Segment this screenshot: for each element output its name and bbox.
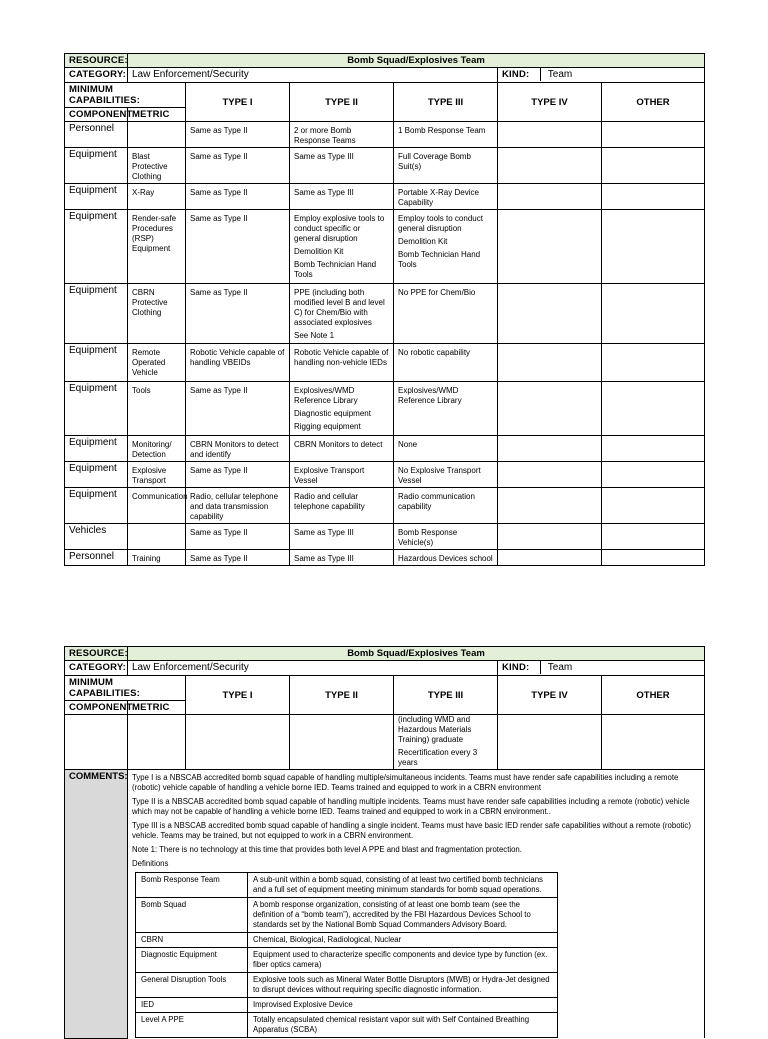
cell-other (602, 550, 705, 566)
resource-label: RESOURCE: (65, 54, 128, 68)
cell-type-1: Robotic Vehicle capable of handling VBEIDs (186, 344, 290, 382)
definition-row (136, 998, 558, 1013)
cell-type-3: Portable X-Ray Device Capability (394, 184, 498, 210)
col-other: OTHER (602, 83, 705, 122)
cell-type-1: Same as Type II (186, 122, 290, 148)
col-type-1: TYPE I (186, 676, 290, 715)
definition-row (136, 933, 558, 948)
kind-value: Team (547, 662, 573, 673)
col-type-2: TYPE II (290, 83, 394, 122)
cell-type-3: Explosives/WMD Reference Library (394, 382, 498, 436)
metric-cell: Render-safe Procedures (RSP) Equipment (128, 210, 186, 284)
definition-term: CBRN (136, 933, 248, 948)
col-other: OTHER (602, 676, 705, 715)
cell-type-2: PPE (including both modified level B and level C) for Chem/Bio with associated explosives See Note 1 (290, 284, 394, 344)
cell-type-4 (498, 210, 602, 284)
min-capabilities-label: MINIMUM CAPABILITIES: (65, 676, 186, 701)
component-cell: Equipment (65, 382, 128, 436)
definition-term: General Disruption Tools (136, 973, 248, 998)
component-cell: Equipment (65, 184, 128, 210)
category-label: CATEGORY: (65, 661, 128, 676)
comments-body (128, 770, 705, 1039)
cell-type-1: Same as Type II (186, 284, 290, 344)
metric-cell: Remote Operated Vehicle (128, 344, 186, 382)
definitions-table (135, 872, 558, 1038)
cell-type-2: Robotic Vehicle capable of handling non-vehicle IEDs (290, 344, 394, 382)
metric-cell (128, 524, 186, 550)
kind-cell (498, 661, 705, 676)
table-row (65, 284, 705, 344)
cell-other (602, 488, 705, 524)
cell-other (602, 184, 705, 210)
cell-type-4 (498, 344, 602, 382)
table-row (65, 148, 705, 184)
comment-type-3: Type III is a NBSCAB accredited bomb squad capable of handling a single incident. Teams must have basic IED render safe capabilities without a remote (robotic) vehicle. Teams may be trained, but not equipped to work in a CBRN environment. (132, 821, 691, 840)
table-row (65, 122, 705, 148)
category-value: Law Enforcement/Security (128, 68, 498, 83)
cell-other (602, 122, 705, 148)
cell-type-2: Explosive Transport Vessel (290, 462, 394, 488)
definition-text: Chemical, Biological, Radiological, Nuclear (248, 933, 558, 948)
cell-type-3: Radio communication capability (394, 488, 498, 524)
cell-type-3: Full Coverage Bomb Suit(s) (394, 148, 498, 184)
component-cell: Equipment (65, 284, 128, 344)
resource-label: RESOURCE: (65, 647, 128, 661)
cell-type-1: Same as Type II (186, 210, 290, 284)
definition-term: Diagnostic Equipment (136, 948, 248, 973)
comment-type-1: Type I is a NBSCAB accredited bomb squad capable of handling multiple/simultaneous incidents. Teams must have render safe capabilities including a remote (robotic) vehicle capable of handling a vehicle borne IED. Teams trained and equipped to work in a CBRN environment (132, 773, 679, 792)
cell-type-1: Same as Type II (186, 184, 290, 210)
cell-type-2: 2 or more Bomb Response Teams (290, 122, 394, 148)
cell-type-1: Same as Type II (186, 462, 290, 488)
cell-type-4 (498, 284, 602, 344)
cell-other (602, 524, 705, 550)
definition-term: Bomb Response Team (136, 873, 248, 898)
col-type-3: TYPE III (394, 676, 498, 715)
definition-text: Equipment used to characterize specific components and device type by function (ex. fiber optics camera) (248, 948, 558, 973)
kind-value: Team (547, 69, 573, 80)
min-capabilities-label: MINIMUM CAPABILITIES: (65, 83, 186, 108)
comments-row (65, 770, 705, 1039)
component-cell: Equipment (65, 488, 128, 524)
table-row (65, 462, 705, 488)
definition-term: IED (136, 998, 248, 1013)
kind-label: KIND: (498, 661, 541, 674)
col-type-4: TYPE IV (498, 676, 602, 715)
cell-type-3: No PPE for Chem/Bio (394, 284, 498, 344)
metric-cell (128, 122, 186, 148)
definition-text: Totally encapsulated chemical resistant vapor suit with Self Contained Breathing Apparatus (SCBA) (248, 1013, 558, 1038)
metric-cell: CBRN Protective Clothing (128, 284, 186, 344)
cell-type-2: CBRN Monitors to detect (290, 436, 394, 462)
definition-row (136, 948, 558, 973)
definition-text: Improvised Explosive Device (248, 998, 558, 1013)
table-row (65, 184, 705, 210)
table-row (65, 550, 705, 566)
resource-sheet-page-1 (64, 53, 704, 566)
cell-type-3: Employ tools to conduct general disruption Demolition Kit Bomb Technician Hand Tools (394, 210, 498, 284)
cell-other (602, 210, 705, 284)
table-row (65, 436, 705, 462)
table-row (65, 488, 705, 524)
cell-type-4 (498, 550, 602, 566)
component-cell: Vehicles (65, 524, 128, 550)
resource-sheet-page-2 (64, 646, 704, 1039)
cell-type-3: None (394, 436, 498, 462)
table-row (65, 524, 705, 550)
definition-row (136, 973, 558, 998)
category-value: Law Enforcement/Security (128, 661, 498, 676)
cell-type-2: Employ explosive tools to conduct specific or general disruption Demolition Kit Bomb Technician Hand Tools (290, 210, 394, 284)
cell-type-3: No robotic capability (394, 344, 498, 382)
definition-term: Bomb Squad (136, 898, 248, 933)
component-cell: Personnel (65, 122, 128, 148)
cell-type-2: Same as Type III (290, 524, 394, 550)
resource-title: Bomb Squad/Explosives Team (128, 54, 705, 68)
comment-type-2: Type II is a NBSCAB accredited bomb squad capable of handling multiple incidents. Teams must have render safe capabilities including a remote (robotic) vehicle which may not be capable of handling a vehicle borne IED. Teams trained and equipped to work in a CBRN environment.. (132, 797, 690, 816)
table-row (65, 382, 705, 436)
table-row (65, 210, 705, 284)
metric-cell: X-Ray (128, 184, 186, 210)
cell-other (602, 148, 705, 184)
cell-other (602, 284, 705, 344)
cell-type-4 (498, 122, 602, 148)
cell-type-4 (498, 184, 602, 210)
col-type-4: TYPE IV (498, 83, 602, 122)
cell-type-3: No Explosive Transport Vessel (394, 462, 498, 488)
cell-type-3: Hazardous Devices school (394, 550, 498, 566)
component-cell: Equipment (65, 148, 128, 184)
cell-type-4 (498, 382, 602, 436)
comment-note-1: Note 1: There is no technology at this time that provides both level A PPE and blast and fragmentation protection. (132, 845, 522, 854)
component-cell: Equipment (65, 462, 128, 488)
metric-cell: Explosive Transport (128, 462, 186, 488)
component-cell: Equipment (65, 436, 128, 462)
metric-header: METRIC (128, 701, 186, 715)
cell-type-1: CBRN Monitors to detect and identify (186, 436, 290, 462)
definition-row (136, 898, 558, 933)
component-cell: Personnel (65, 550, 128, 566)
cell-other (602, 436, 705, 462)
comments-label: COMMENTS: (65, 770, 128, 1039)
component-cell: Equipment (65, 210, 128, 284)
col-type-3: TYPE III (394, 83, 498, 122)
definition-text: Explosive tools such as Mineral Water Bottle Disruptors (MWB) or Hydra-Jet designed to disrupt devices without requiring specific diagnostic information. (248, 973, 558, 998)
cell-type-4 (498, 148, 602, 184)
cell-other (602, 462, 705, 488)
cell-type-2: Same as Type III (290, 184, 394, 210)
category-label: CATEGORY: (65, 68, 128, 83)
component-header: COMPONENT (65, 701, 128, 715)
col-type-2: TYPE II (290, 676, 394, 715)
capabilities-table-continued (64, 646, 705, 1039)
table-row (65, 344, 705, 382)
cell-type-1: Radio, cellular telephone and data transmission capability (186, 488, 290, 524)
cell-type-4 (498, 462, 602, 488)
cell-type-4 (498, 524, 602, 550)
metric-cell: Monitoring/ Detection (128, 436, 186, 462)
kind-label: KIND: (498, 68, 541, 81)
definition-row (136, 1013, 558, 1038)
cell-type-4 (498, 488, 602, 524)
cell-type-1: Same as Type II (186, 148, 290, 184)
metric-header: METRIC (128, 108, 186, 122)
component-cell: Equipment (65, 344, 128, 382)
capabilities-table (64, 53, 705, 566)
cell-type-3: 1 Bomb Response Team (394, 122, 498, 148)
definition-row (136, 873, 558, 898)
cell-type-2: Same as Type III (290, 148, 394, 184)
metric-cell: Communication (128, 488, 186, 524)
cell-type-3: Bomb Response Vehicle(s) (394, 524, 498, 550)
metric-cell: Blast Protective Clothing (128, 148, 186, 184)
cell-type-2: Same as Type III (290, 550, 394, 566)
resource-title: Bomb Squad/Explosives Team (128, 647, 705, 661)
col-type-1: TYPE I (186, 83, 290, 122)
cell-type-2: Explosives/WMD Reference Library Diagnostic equipment Rigging equipment (290, 382, 394, 436)
cell-type-2: Radio and cellular telephone capability (290, 488, 394, 524)
kind-cell (498, 68, 705, 83)
table-row-continued (65, 715, 705, 770)
cell-type-1: Same as Type II (186, 382, 290, 436)
cell-other (602, 382, 705, 436)
cell-type-4 (498, 436, 602, 462)
cell-type-1: Same as Type II (186, 524, 290, 550)
metric-cell: Training (128, 550, 186, 566)
definitions-heading: Definitions (132, 859, 169, 868)
cell-type-3-continued: (including WMD and Hazardous Materials Training) graduate Recertification every 3 years (394, 715, 498, 770)
component-header: COMPONENT (65, 108, 128, 122)
cell-other (602, 344, 705, 382)
definition-text: A sub-unit within a bomb squad, consisting of at least two certified bomb technicians and a full set of equipment meeting minimum standards for bomb squad operations. (248, 873, 558, 898)
definition-text: A bomb response organization, consisting of at least one bomb team (see the definition of a “bomb team”), accredited by the FBI Hazardous Devices School to standards set by the National Bomb Squad Commanders Advisory Board. (248, 898, 558, 933)
cell-type-1: Same as Type II (186, 550, 290, 566)
metric-cell: Tools (128, 382, 186, 436)
definition-term: Level A PPE (136, 1013, 248, 1038)
